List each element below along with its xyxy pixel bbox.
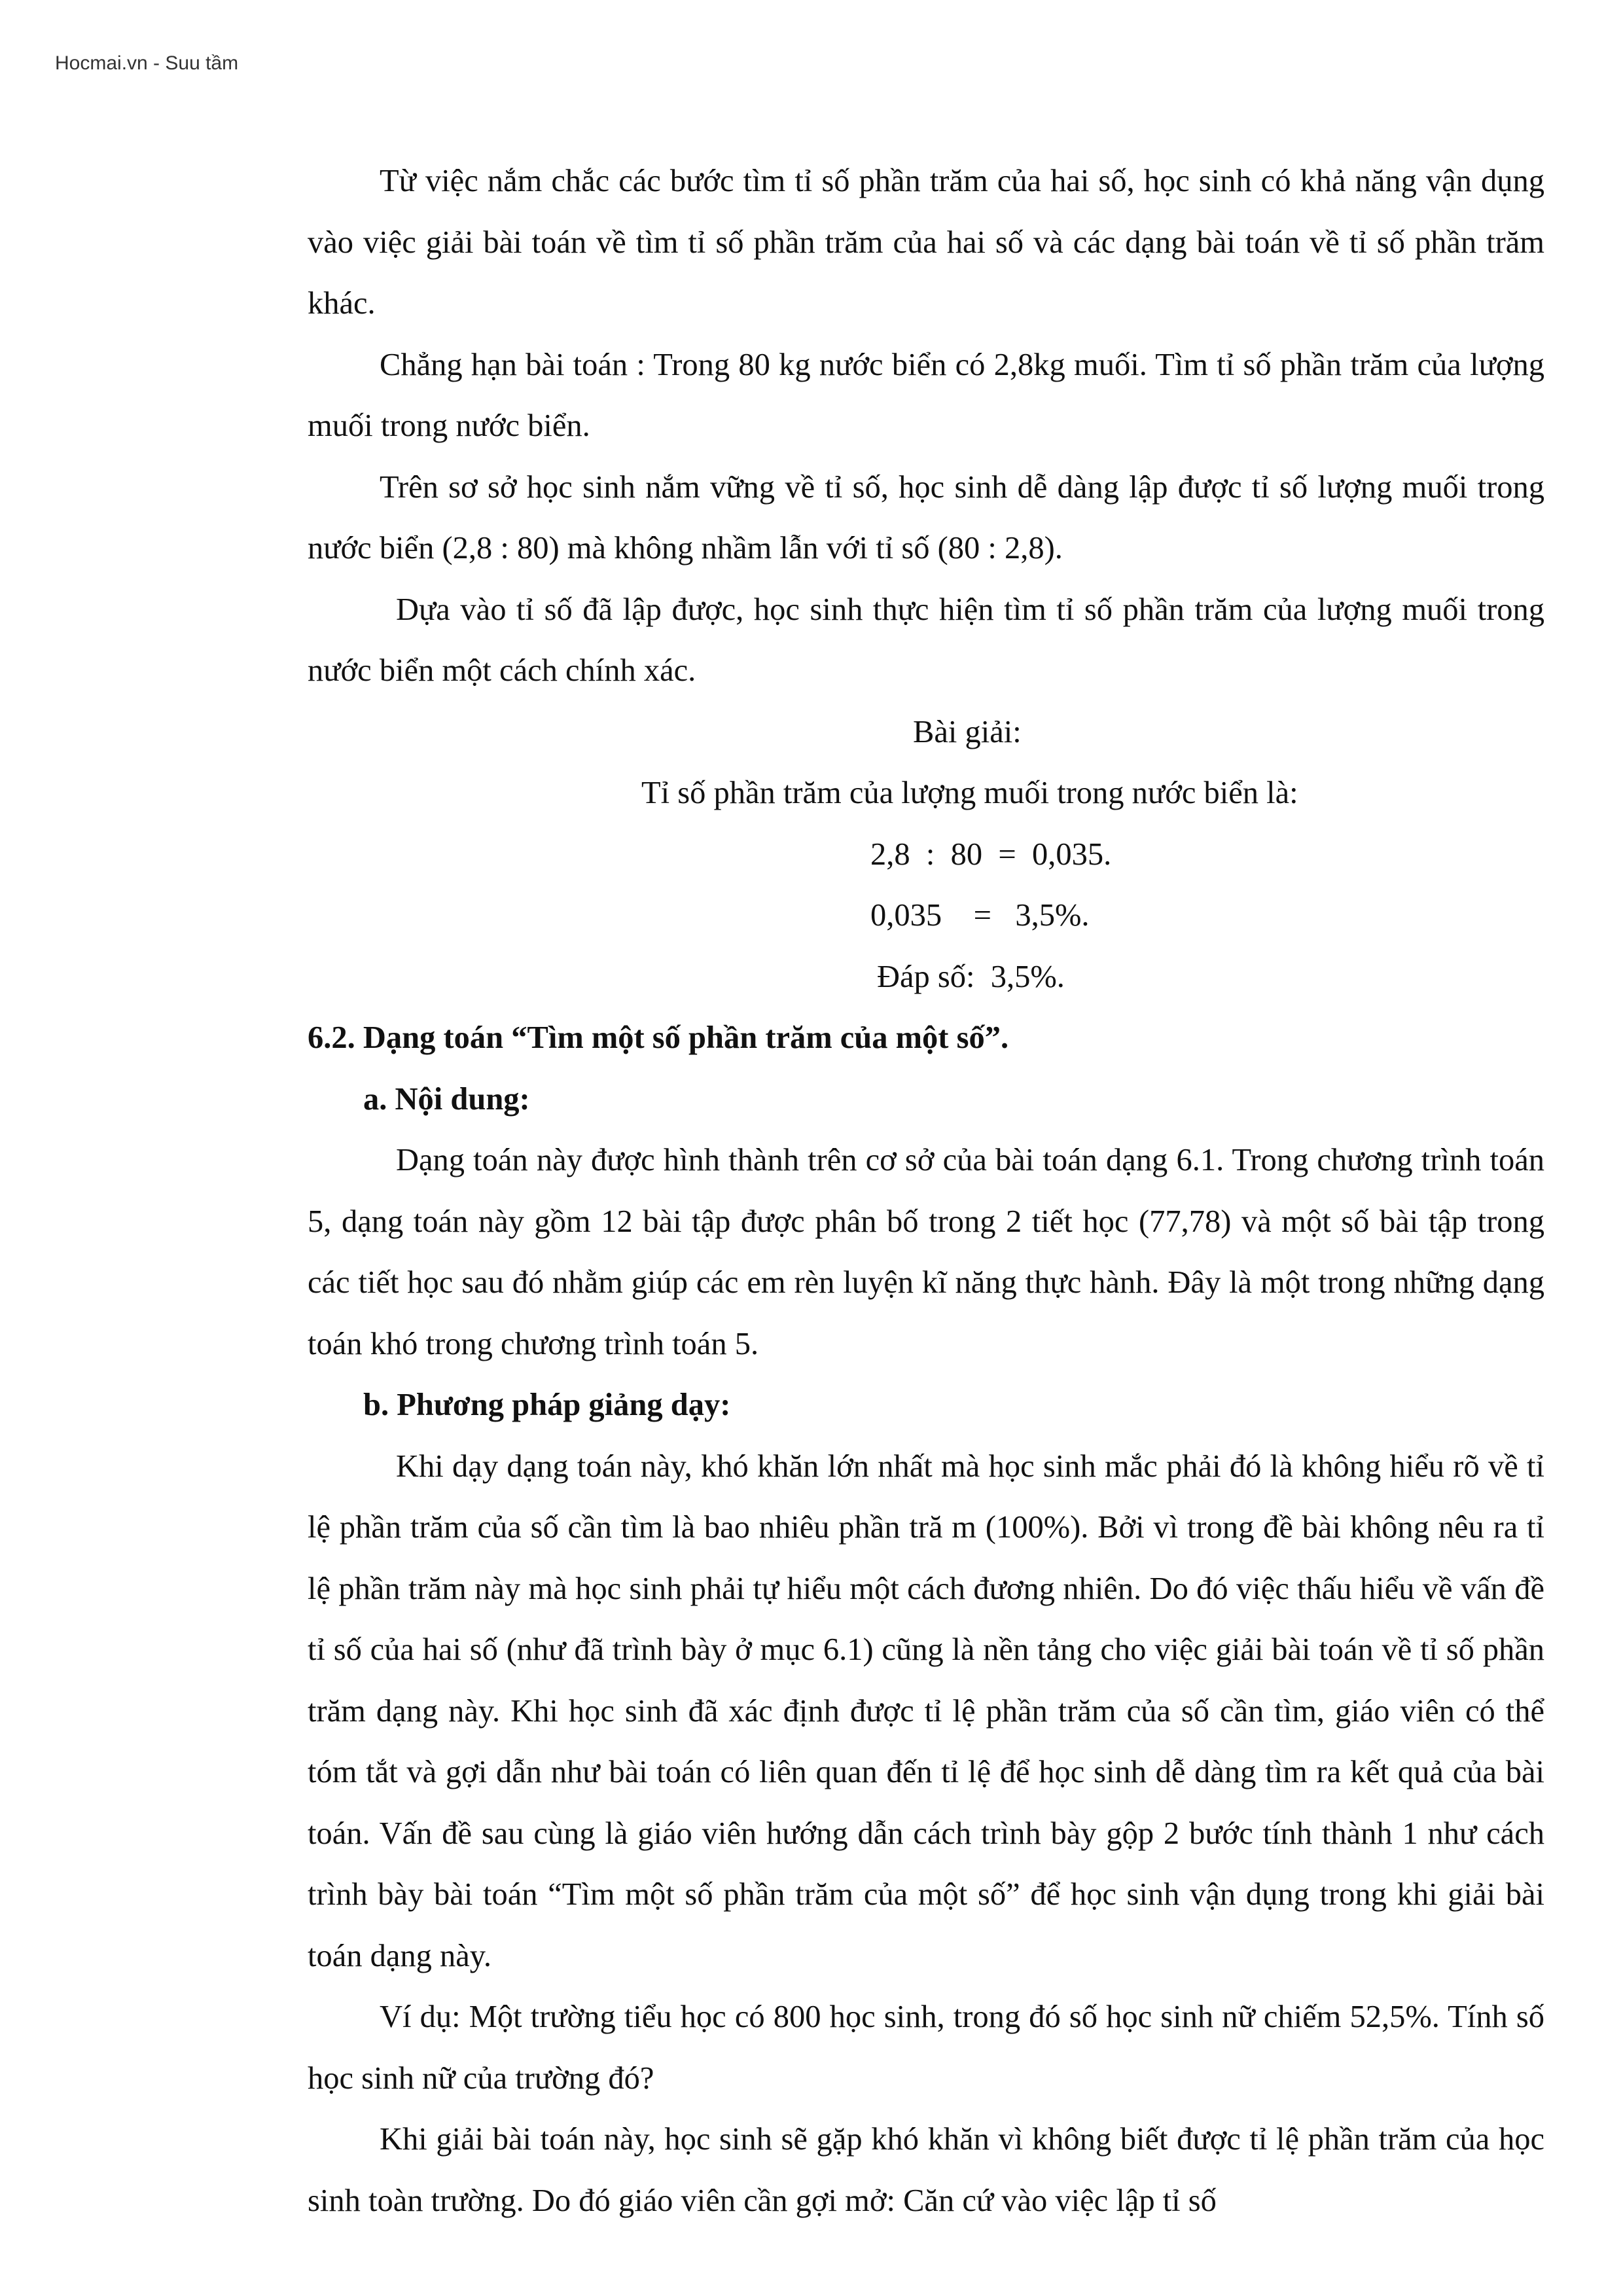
document-body [308, 151, 1544, 2231]
paragraph-example-problem: Chẳng hạn bài toán : Trong 80 kg nước biển có 2,8kg muối. Tìm tỉ số phần trăm của lượng muối trong nước biển. [308, 347, 1544, 443]
paragraph-intro: Từ việc nắm chắc các bước tìm tỉ số phần trăm của hai số, học sinh có khả năng vận dụng vào việc giải bài toán về tìm tỉ số phần trăm của hai số và các dạng bài toán về tỉ số phần trăm khác. [308, 164, 1544, 321]
subheading-method: b. Phương pháp giảng dạy: [363, 1388, 731, 1422]
paragraph-ratio-use: Dựa vào tỉ số đã lập được, học sinh thực hiện tìm tỉ số phần trăm của lượng muối trong nước biển một cách chính xác. [308, 592, 1544, 688]
solution-calc-1: 2,8 : 80 = 0,035. [870, 836, 1112, 872]
paragraph-guidance: Khi giải bài toán này, học sinh sẽ gặp khó khăn vì không biết được tỉ lệ phần trăm của học sinh toàn trường. Do đó giáo viên cần gợi mở: Căn cứ vào việc lập tỉ số [308, 2122, 1544, 2218]
paragraph-method: Khi dạy dạng toán này, khó khăn lớn nhất mà học sinh mắc phải đó là không hiểu rõ về tỉ lệ phần trăm của số cần tìm là bao nhiêu phần tră m (100%). Bởi vì trong đề bài không nêu ra tỉ lệ phần trăm này mà học sinh phải tự hiểu một cách đương nhiên. Do đó việc thấu hiểu về vấn đề tỉ số của hai số (như đã trình bày ở mục 6.1) cũng là nền tảng cho việc giải bài toán về tỉ số phần trăm dạng này. Khi học sinh đã xác định được tỉ lệ phần trăm của số cần tìm, giáo viên có thể tóm tắt và gợi dẫn như bài toán có liên quan đến tỉ lệ để học sinh dễ dàng tìm ra kết quả của bài toán. Vấn đề sau cùng là giáo viên hướng dẫn cách trình bày gộp 2 bước tính thành 1 như cách trình bày bài toán “Tìm một số phần trăm của một số” để học sinh vận dụng trong khi giải bài toán dạng này. [308, 1448, 1544, 1973]
source-header: Hocmai.vn - Suu tầm [55, 52, 239, 74]
solution-statement: Tỉ số phần trăm của lượng muối trong nước biển là: [641, 776, 1298, 810]
section-heading: 6.2. Dạng toán “Tìm một số phần trăm của một số”. [308, 1020, 1009, 1055]
subheading-content: a. Nội dung: [363, 1081, 530, 1117]
paragraph-content: Dạng toán này được hình thành trên cơ sở của bài toán dạng 6.1. Trong chương trình toán 5, dạng toán này gồm 12 bài tập được phân bố trong 2 tiết học (77,78) và một số bài tập trong các tiết học sau đó nhằm giúp các em rèn luyện kĩ năng thực hành. Đây là một trong những dạng toán khó trong chương trình toán 5. [308, 1143, 1544, 1361]
solution-answer: Đáp số: 3,5%. [877, 959, 1065, 994]
paragraph-example: Ví dụ: Một trường tiểu học có 800 học sinh, trong đó số học sinh nữ chiếm 52,5%. Tính số học sinh nữ của trường đó? [308, 2000, 1544, 2096]
solution-calc-2: 0,035 = 3,5%. [870, 898, 1090, 933]
solution-title: Bài giải: [913, 714, 1022, 749]
paragraph-ratio-basis: Trên sơ sở học sinh nắm vững về tỉ số, học sinh dễ dàng lập được tỉ số lượng muối trong nước biển (2,8 : 80) mà không nhầm lẫn với tỉ số (80 : 2,8). [308, 469, 1544, 565]
